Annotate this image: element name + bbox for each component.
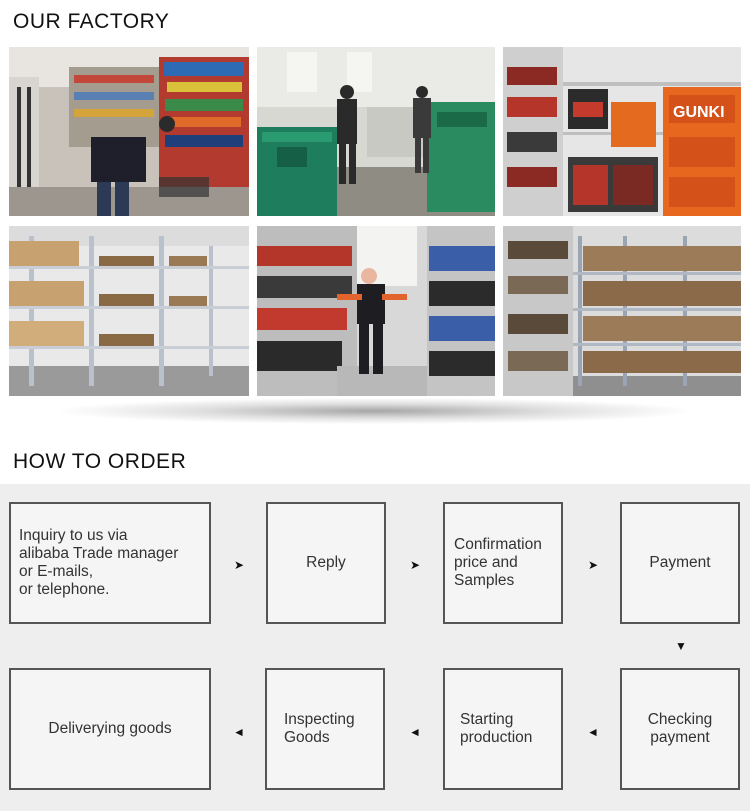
step-confirmation bbox=[443, 502, 563, 624]
arrow-right-icon: ➤ bbox=[409, 558, 421, 572]
arrow-left-icon: ◄ bbox=[409, 725, 421, 739]
photo-worker-in-aisle bbox=[257, 226, 495, 396]
step-label: Confirmation price and Samples bbox=[454, 536, 542, 589]
box-brand-label: GUNKI bbox=[673, 104, 725, 121]
step-inspecting-goods bbox=[265, 668, 385, 790]
arrow-left-icon: ◄ bbox=[587, 725, 599, 739]
photo-worker-at-product-rack bbox=[9, 47, 249, 216]
step-starting-production bbox=[443, 668, 563, 790]
photo-machine-workshop bbox=[257, 47, 495, 216]
step-label: Payment bbox=[649, 554, 711, 571]
step-label: Inquiry to us via alibaba Trade manager or E-mails, or telephone. bbox=[19, 527, 179, 598]
photo-warehouse-racks-boxes bbox=[9, 226, 249, 396]
step-delivering-goods bbox=[9, 668, 211, 790]
step-label: Starting production bbox=[460, 711, 533, 746]
arrow-left-icon: ◄ bbox=[233, 725, 245, 739]
step-payment bbox=[620, 502, 740, 624]
step-label: Checking payment bbox=[647, 711, 713, 746]
step-inquiry bbox=[9, 502, 211, 624]
photo-grid-shadow bbox=[60, 398, 690, 424]
step-checking-payment bbox=[620, 668, 740, 790]
factory-heading: OUR FACTORY bbox=[13, 10, 170, 33]
step-label: Inspecting Goods bbox=[284, 711, 355, 746]
arrow-down-icon: ▼ bbox=[675, 639, 687, 653]
photo-warehouse-shelves-cartons bbox=[503, 226, 741, 396]
arrow-right-icon: ➤ bbox=[587, 558, 599, 572]
order-heading: HOW TO ORDER bbox=[13, 450, 187, 473]
photo-gunki-boxes-shelves bbox=[503, 47, 741, 216]
step-label: Reply bbox=[306, 554, 346, 571]
step-label: Deliverying goods bbox=[48, 720, 172, 737]
step-reply bbox=[266, 502, 386, 624]
arrow-right-icon: ➤ bbox=[233, 558, 245, 572]
